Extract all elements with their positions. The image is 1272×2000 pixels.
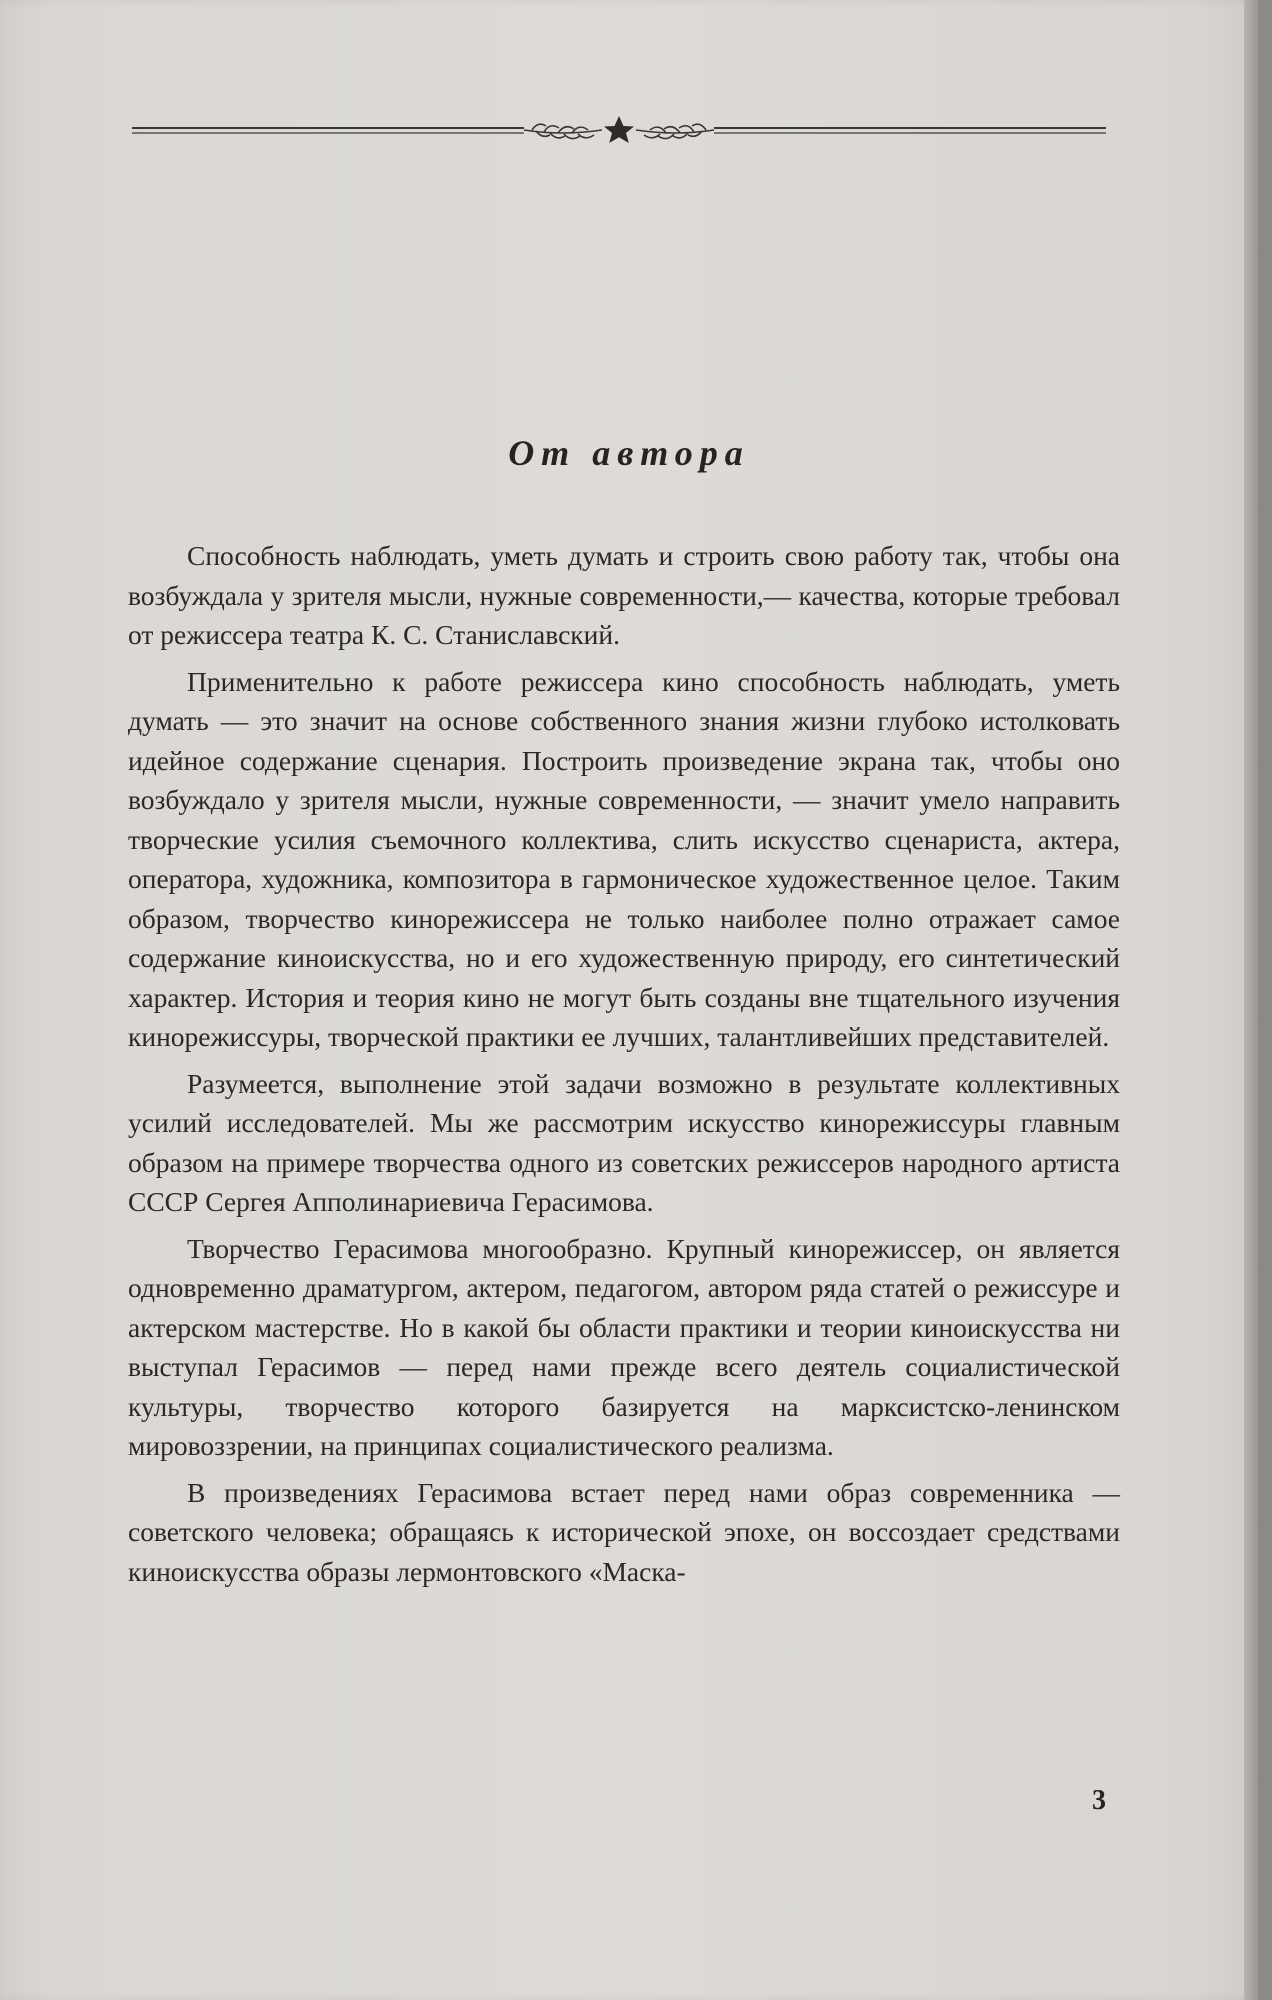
body-text [128,536,1120,1598]
paragraph: В произведениях Герасимова встает перед нами образ современника — советского человека; обращаясь к исторической эпохе, он воссоздает средствами киноискусства образы лермонтовского «Маска- [128,1476,1120,1587]
paragraph: Разумеется, выполнение этой задачи возможно в результате коллективных усилий исследователей. Мы же рассмотрим искусство кинорежиссуры главным образом на примере творчества одного из советских режиссеров народного артиста СССР Сергея Апполинариевича Герасимова. [128,1067,1120,1217]
chapter-title: От автора [508,433,750,473]
page-number: 3 [1092,1785,1106,1816]
paragraph: Творчество Герасимова многообразно. Крупный кинорежиссер, он является одновременно драматургом, актером, педагогом, автором ряда статей о режиссуре и актерском мастерстве. Но в какой бы области практики и теории киноискусства ни выступал Герасимов — перед нами прежде всего деятель социалистической культуры, творчество которого базируется на марксистско-ленинском мировоззрении, на принципах социалистического реализма. [128,1232,1120,1461]
paragraph: Способность наблюдать, уметь думать и строить свою работу так, чтобы она возбуждала у зрителя мысли, нужные современности,— качества, которые требовал от режиссера театра К. С. Станиславский. [128,540,1120,650]
paragraph: Применительно к работе режиссера кино способность наблюдать, уметь думать — это значит на основе собственного знания жизни глубоко истолковать идейное содержание сценария. Построить произведение экрана так, чтобы оно возбуждало у зрителя мысли, нужные современности, — значит умело направить творческие усилия съемочного коллектива, слить искусство сценариста, актера, оператора, художника, композитора в гармоническое художественное целое. Таким образом, творчество кинорежиссера не только наиболее полно отражает самое содержание киноискусства, но и его художественную природу, его синтетический характер. История и теория кино не могут быть созданы вне тщательного изучения кинорежиссуры, творческой практики ее лучших, талантливейших представителей. [128,665,1120,1052]
star-laurel-icon [132,112,1106,152]
page-edge [1244,0,1258,2000]
